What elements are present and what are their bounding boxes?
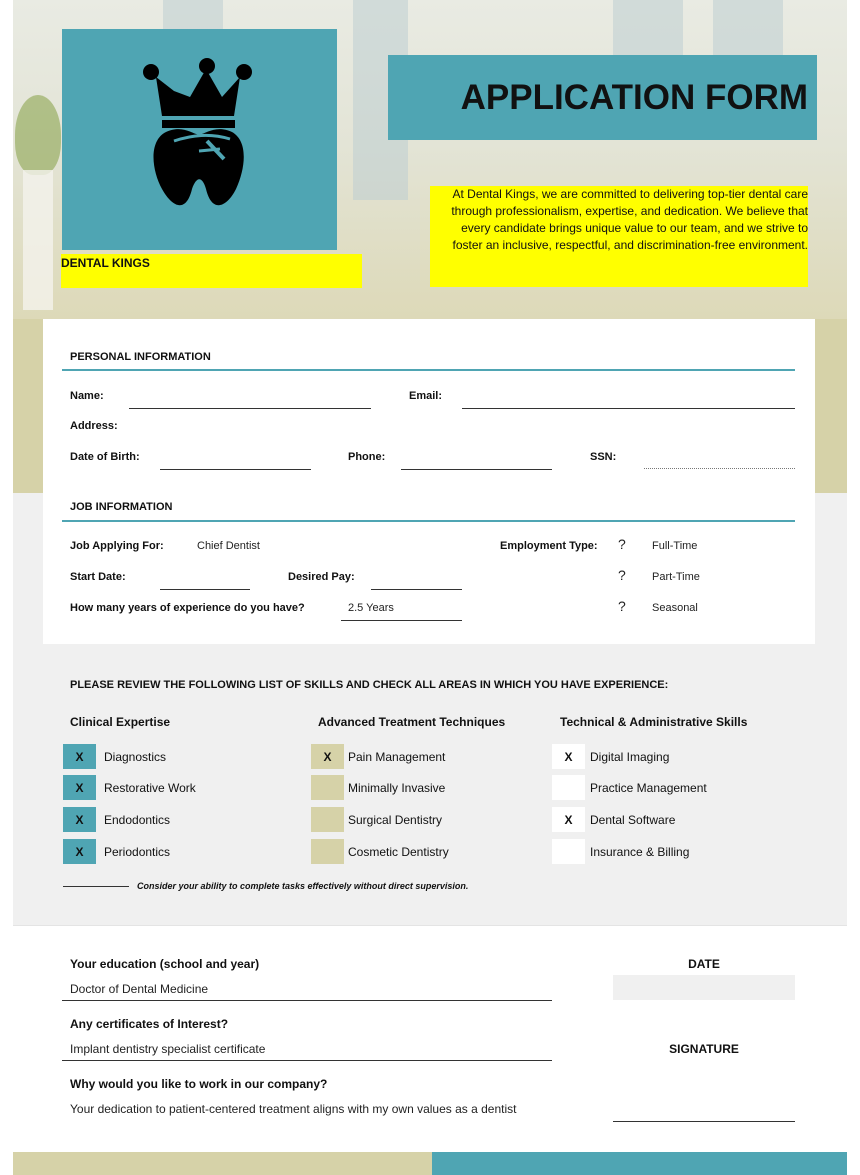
start-date-label: Start Date: [70, 571, 126, 583]
email-label: Email: [409, 390, 443, 402]
skill-checkbox-pain-management[interactable]: X [311, 744, 344, 769]
phone-field[interactable] [401, 469, 552, 470]
ssn-label: SSN: [590, 451, 617, 463]
desired-pay-label: Desired Pay: [288, 571, 355, 583]
education-value[interactable]: Doctor of Dental Medicine [70, 982, 209, 996]
skill-checkbox-insurance-billing[interactable] [552, 839, 585, 864]
skill-label-restorative: Restorative Work [104, 781, 196, 795]
page-title: APPLICATION FORM [460, 78, 808, 117]
experience-field-line [341, 620, 462, 621]
ssn-field[interactable] [644, 468, 795, 469]
side-band-right [815, 319, 847, 494]
experience-label: How many years of experience do you have? [70, 602, 305, 614]
skill-label-periodontics: Periodontics [104, 845, 171, 859]
form-card [43, 319, 815, 644]
personal-info-rule [62, 369, 795, 371]
skill-label-cosmetic-dentistry: Cosmetic Dentistry [348, 845, 449, 859]
job-applying-value[interactable]: Chief Dentist [197, 540, 260, 552]
certificates-value[interactable]: Implant dentistry specialist certificate [70, 1042, 266, 1056]
skill-label-diagnostics: Diagnostics [104, 750, 167, 764]
date-field[interactable] [613, 975, 795, 1000]
skill-checkbox-minimally-invasive[interactable] [311, 775, 344, 800]
job-info-heading: JOB INFORMATION [70, 501, 173, 513]
option-checkbox[interactable]: ? [618, 567, 626, 583]
employment-type-label: Employment Type: [500, 540, 598, 552]
skill-label-dental-software: Dental Software [590, 813, 676, 827]
why-value[interactable]: Your dedication to patient-centered treatment aligns with my own values as a dentist [70, 1102, 517, 1116]
education-label: Your education (school and year) [70, 957, 260, 971]
skills-heading: PLEASE REVIEW THE FOLLOWING LIST OF SKILLS AND CHECK ALL AREAS IN WHICH YOU HAVE EXPERIENCE: [70, 679, 669, 691]
skill-label-pain-management: Pain Management [348, 750, 446, 764]
certificates-field-line [62, 1060, 552, 1061]
skill-checkbox-cosmetic-dentistry[interactable] [311, 839, 344, 864]
signature-label: SIGNATURE [669, 1042, 739, 1056]
signature-field[interactable] [613, 1121, 795, 1122]
name-field[interactable] [129, 408, 371, 409]
skill-label-insurance-billing: Insurance & Billing [590, 845, 690, 859]
skill-checkbox-diagnostics[interactable]: X [63, 744, 96, 769]
skill-group-clinical-title: Clinical Expertise [70, 715, 171, 729]
start-date-field[interactable] [160, 589, 250, 590]
desired-pay-field[interactable] [371, 589, 462, 590]
skill-group-advanced-title: Advanced Treatment Techniques [318, 715, 506, 729]
skill-group-technical-title: Technical & Administrative Skills [560, 715, 748, 729]
experience-value[interactable]: 2.5 Years [348, 602, 394, 614]
job-info-rule [62, 520, 795, 522]
supervision-note: Consider your ability to complete tasks effectively without direct supervision. [137, 881, 469, 891]
skill-label-practice-management: Practice Management [590, 781, 707, 795]
brand-name: DENTAL KINGS [61, 256, 150, 270]
side-band-left [13, 319, 43, 494]
option-checkbox[interactable]: ? [618, 536, 626, 552]
crown-tooth-logo-icon [62, 29, 337, 250]
job-applying-label: Job Applying For: [70, 540, 164, 552]
dob-label: Date of Birth: [70, 451, 140, 463]
note-rule [63, 886, 129, 887]
why-label: Why would you like to work in our company? [70, 1077, 328, 1091]
section-divider [13, 925, 847, 926]
skill-checkbox-endodontics[interactable]: X [63, 807, 96, 832]
skill-checkbox-surgical-dentistry[interactable] [311, 807, 344, 832]
option-checkbox[interactable]: ? [618, 598, 626, 614]
dob-field[interactable] [160, 469, 311, 470]
option-label: Part-Time [652, 571, 700, 583]
logo-box [62, 29, 337, 250]
personal-info-heading: PERSONAL INFORMATION [70, 351, 211, 363]
footer-band-teal [432, 1152, 847, 1175]
skill-checkbox-periodontics[interactable]: X [63, 839, 96, 864]
address-label: Address: [70, 420, 118, 432]
skill-checkbox-digital-imaging[interactable]: X [552, 744, 585, 769]
skill-label-endodontics: Endodontics [104, 813, 171, 827]
option-label: Full-Time [652, 540, 698, 552]
skill-checkbox-dental-software[interactable]: X [552, 807, 585, 832]
date-label: DATE [688, 957, 720, 971]
option-label: Seasonal [652, 602, 698, 614]
email-field[interactable] [462, 408, 795, 409]
footer-band-tan [13, 1152, 432, 1175]
skill-checkbox-restorative[interactable]: X [63, 775, 96, 800]
skill-label-digital-imaging: Digital Imaging [590, 750, 670, 764]
education-field-line [62, 1000, 552, 1001]
mission-statement: At Dental Kings, we are committed to delivering top-tier dental care through professionalism, expertise, and dedication. We believe that every candidate brings unique value to our team, and we strive to foster an inclusive, respectful, and discrimination-free environment. [451, 187, 808, 252]
name-label: Name: [70, 390, 104, 402]
phone-label: Phone: [348, 451, 386, 463]
skill-label-minimally-invasive: Minimally Invasive [348, 781, 446, 795]
skill-checkbox-practice-management[interactable] [552, 775, 585, 800]
certificates-label: Any certificates of Interest? [70, 1017, 229, 1031]
skill-label-surgical-dentistry: Surgical Dentistry [348, 813, 443, 827]
